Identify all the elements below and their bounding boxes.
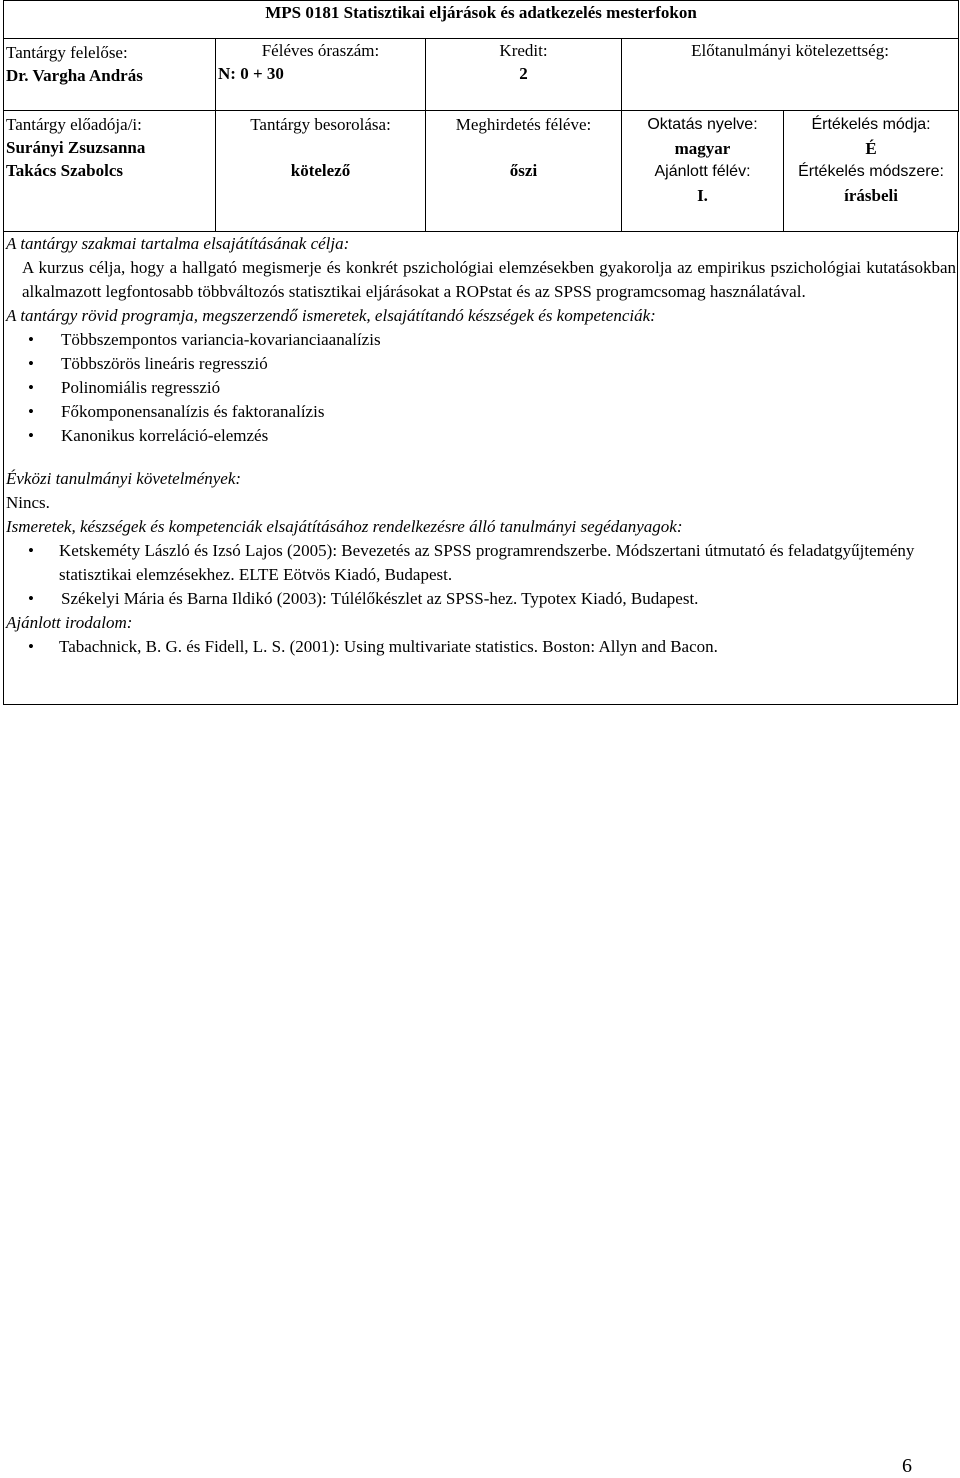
classification-label: Tantárgy besorolása: <box>250 115 391 134</box>
course-content <box>3 232 958 705</box>
program-list <box>4 328 957 448</box>
list-item: • Székelyi Mária és Barna Ildikó (2003): Túlélőkészlet az SPSS-hez. Typotex Kiadó, Budapest. <box>4 587 957 611</box>
eval-method-label: Értékelés módszere: <box>798 163 944 180</box>
prereq-cell <box>622 39 959 111</box>
aim-heading: A tantárgy szakmai tartalma elsajátításának célja: <box>6 234 350 253</box>
eval-method-value: írásbeli <box>844 186 898 205</box>
requirements-text: Nincs. <box>6 493 50 512</box>
list-item: • Többszempontos variancia-kovarianciaanalízis <box>4 328 957 352</box>
responsible-value: Dr. Vargha András <box>6 66 143 85</box>
course-title: MPS 0181 Statisztikai eljárások és adatkezelés mesterfokon <box>4 1 959 39</box>
language-label: Oktatás nyelve: <box>647 116 758 133</box>
materials-list <box>4 539 957 611</box>
recommended-value: I. <box>697 186 708 205</box>
list-item: • Többszörös lineáris regresszió <box>4 352 957 376</box>
evaluation-cell <box>784 111 959 232</box>
list-item: • Főkomponensanalízis és faktoranalízis <box>4 400 957 424</box>
credit-value: 2 <box>519 64 528 83</box>
language-cell <box>622 111 784 232</box>
spacer <box>4 448 957 467</box>
page-number: 6 <box>902 1455 912 1477</box>
responsible-cell <box>4 39 216 111</box>
semester-value: őszi <box>509 161 538 180</box>
semester-cell <box>426 111 622 232</box>
classification-value: kötelező <box>290 161 351 180</box>
eval-mode-label: Értékelés módja: <box>811 116 931 133</box>
aim-text: A kurzus célja, hogy a hallgató megismerje és konkrét pszichológiai elemzésekben gyakorolja az empirikus pszichológiai kutatásokban alkalmazott legfontosabb többváltozós statisztikai eljárásokat a ROPstat és az SPSS programcsomag használatával. <box>22 258 956 301</box>
prereq-label: Előtanulmányi kötelezettség: <box>691 41 889 60</box>
recommended-label: Ajánlott félév: <box>654 163 751 180</box>
hours-value: N: 0 + 30 <box>218 64 284 83</box>
list-item: • Ketskeméty László és Izsó Lajos (2005): Bevezetés az SPSS programrendszerbe. Módszertani útmutató és feladatgyűjtemény statisztikai elemzésekhez. ELTE Eötvös Kiadó, Budapest. <box>4 539 957 587</box>
credit-label: Kredit: <box>499 41 548 60</box>
credit-cell <box>426 39 622 111</box>
literature-heading: Ajánlott irodalom: <box>6 613 133 632</box>
list-item: • Polinomiális regresszió <box>4 376 957 400</box>
lecturers-label: Tantárgy előadója/i: <box>6 115 142 134</box>
list-item: • Kanonikus korreláció-elemzés <box>4 424 957 448</box>
classification-cell <box>216 111 426 232</box>
lecturers-cell <box>4 111 216 232</box>
course-sheet <box>3 0 958 705</box>
course-header-table <box>3 0 959 232</box>
lecturer-1: Surányi Zsuzsanna <box>6 138 146 157</box>
language-value: magyar <box>674 139 731 158</box>
requirements-heading: Évközi tanulmányi követelmények: <box>6 469 242 488</box>
responsible-label: Tantárgy felelőse: <box>6 43 128 62</box>
hours-cell <box>216 39 426 111</box>
eval-mode-value: É <box>865 139 877 158</box>
program-heading: A tantárgy rövid programja, megszerzendő ismeretek, elsajátítandó készségek és kompetenciák: <box>6 306 656 325</box>
lecturer-2: Takács Szabolcs <box>6 161 123 180</box>
literature-list <box>4 635 957 659</box>
semester-label: Meghirdetés féléve: <box>455 115 592 134</box>
list-item: • Tabachnick, B. G. és Fidell, L. S. (2001): Using multivariate statistics. Boston: Allyn and Bacon. <box>4 635 957 659</box>
materials-heading: Ismeretek, készségek és kompetenciák elsajátításához rendelkezésre álló tanulmányi segédanyagok: <box>6 517 683 536</box>
hours-label: Féléves óraszám: <box>261 41 380 60</box>
